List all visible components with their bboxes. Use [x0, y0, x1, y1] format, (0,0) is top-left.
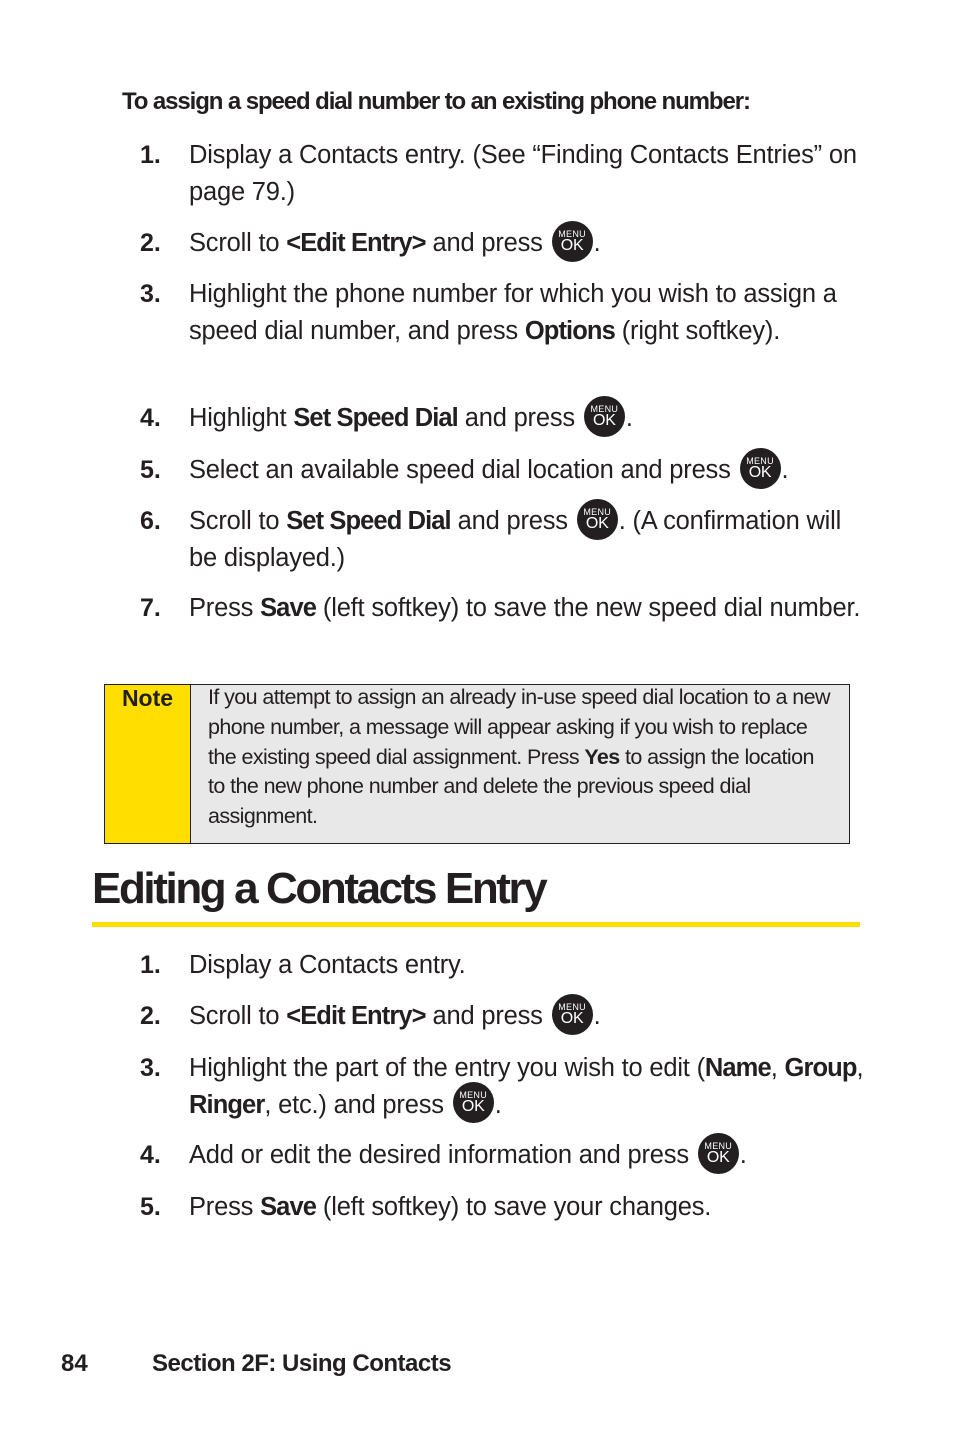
step-number: 4.	[140, 404, 161, 432]
subheading: To assign a speed dial number to an existing phone number:	[122, 88, 750, 115]
step-bold: Group	[784, 1054, 857, 1082]
step-text	[189, 1189, 864, 1226]
step-text-part: Highlight the phone number for which you wish to assign a speed dial number, and press	[189, 280, 837, 345]
step-number: 1.	[140, 141, 161, 169]
note-label	[105, 685, 191, 843]
step-text-part: Highlight	[189, 404, 294, 432]
heading-rule	[92, 922, 860, 927]
step-number: 3.	[140, 280, 161, 308]
step-bold: <Edit Entry>	[286, 1002, 426, 1030]
menu-ok-icon	[453, 1082, 494, 1123]
menu-ok-label-bottom: OK	[461, 1098, 485, 1116]
menu-ok-label-bottom: OK	[592, 411, 616, 429]
section-footer: Section 2F: Using Contacts	[152, 1350, 452, 1377]
step-text	[189, 1050, 864, 1123]
menu-ok-label-bottom: OK	[748, 463, 772, 481]
step-number: 3.	[140, 1054, 161, 1082]
menu-ok-label-bottom: OK	[585, 514, 609, 532]
note-bold: Yes	[584, 744, 620, 769]
menu-ok-label-bottom: OK	[706, 1148, 730, 1166]
step-number: 2.	[140, 229, 161, 257]
step-text-part: .	[593, 229, 601, 257]
page-number: 84	[61, 1350, 88, 1377]
menu-ok-label-top: MENU	[746, 455, 774, 466]
step-text	[189, 452, 864, 489]
step-text-part: Add or edit the desired information and press	[189, 1141, 696, 1169]
step-text-part: Scroll to	[189, 1002, 287, 1030]
step-text	[189, 225, 864, 262]
note-text-part: If you attempt to assign an already in-use speed dial location to a new phone number, a message will appear asking if you wish to replace the existing speed dial assignment. Press	[208, 685, 830, 769]
menu-ok-icon	[552, 994, 593, 1035]
step-text	[189, 400, 864, 437]
step-number: 2.	[140, 1002, 161, 1030]
note-text-part: to assign the location to the new phone number and delete the previous speed dial assignment.	[208, 744, 814, 829]
step-bold: <Edit Entry>	[286, 229, 426, 257]
step-text-part: Highlight the part of the entry you wish to edit (	[189, 1054, 705, 1082]
note-box	[104, 684, 850, 844]
menu-ok-icon	[577, 499, 618, 540]
step-text-part: and press	[450, 507, 575, 535]
step-text	[189, 1137, 864, 1174]
menu-ok-label-top: MENU	[459, 1090, 488, 1101]
menu-ok-label-top: MENU	[704, 1140, 733, 1151]
step-text	[189, 137, 864, 210]
step-bold: Options	[524, 316, 615, 345]
menu-ok-icon	[698, 1133, 739, 1174]
menu-ok-label-top: MENU	[558, 228, 586, 239]
step-bold: Save	[260, 1193, 317, 1221]
menu-ok-label-bottom: OK	[560, 236, 584, 254]
step-text	[189, 998, 864, 1035]
section-title: Editing a Contacts Entry	[92, 864, 546, 913]
step-number: 1.	[140, 951, 161, 979]
step-text-part: , etc.) and press	[264, 1090, 451, 1119]
step-text-part: Scroll to	[189, 507, 287, 535]
step-text-part: .	[739, 1141, 747, 1169]
step-text-part: .	[625, 404, 633, 432]
step-text-part: and press	[425, 229, 550, 257]
step-text-part: Display a Contacts entry.	[189, 951, 466, 979]
menu-ok-icon	[552, 221, 593, 262]
step-text-part: (right softkey).	[614, 316, 781, 345]
step-text-part: .	[494, 1090, 502, 1119]
menu-ok-icon	[584, 396, 625, 437]
note-text	[208, 683, 833, 832]
step-bold: Set Speed Dial	[286, 507, 451, 535]
step-text-part: ,	[770, 1054, 785, 1082]
step-bold: Name	[704, 1054, 771, 1082]
step-text-part: and press	[425, 1002, 550, 1030]
step-bold: Set Speed Dial	[293, 404, 458, 432]
step-number: 5.	[140, 1193, 161, 1221]
step-bold: Save	[260, 594, 317, 622]
menu-ok-label-bottom: OK	[560, 1009, 584, 1027]
menu-ok-label-top: MENU	[583, 506, 612, 517]
step-text-part: Press	[189, 594, 261, 622]
menu-ok-icon	[740, 448, 781, 489]
step-number: 4.	[140, 1141, 161, 1169]
step-text-part: . (A confirmation will be displayed.)	[189, 507, 842, 572]
step-text-part: .	[593, 1002, 601, 1030]
menu-ok-label-top: MENU	[590, 403, 619, 414]
step-number: 7.	[140, 594, 161, 622]
step-bold: Ringer	[189, 1090, 265, 1119]
step-text	[189, 276, 864, 349]
step-text-part: ,	[856, 1054, 864, 1082]
step-number: 5.	[140, 456, 161, 484]
step-text-part: (left softkey) to save the new speed dial number.	[316, 594, 861, 622]
step-text-part: Press	[189, 1193, 261, 1221]
step-text-part: Scroll to	[189, 229, 287, 257]
note-label-text: Note	[121, 685, 174, 711]
step-number: 6.	[140, 507, 161, 535]
step-text-part: Select an available speed dial location and press	[189, 456, 738, 484]
step-text-part: and press	[457, 404, 582, 432]
step-text-part: Display a Contacts entry. (See “Finding Contacts Entries” on page 79.)	[189, 141, 857, 206]
step-text	[189, 947, 864, 984]
step-text-part: .	[781, 456, 789, 484]
menu-ok-label-top: MENU	[558, 1001, 586, 1012]
step-text	[189, 503, 864, 576]
step-text	[189, 590, 864, 627]
step-text-part: (left softkey) to save your changes.	[316, 1193, 712, 1221]
